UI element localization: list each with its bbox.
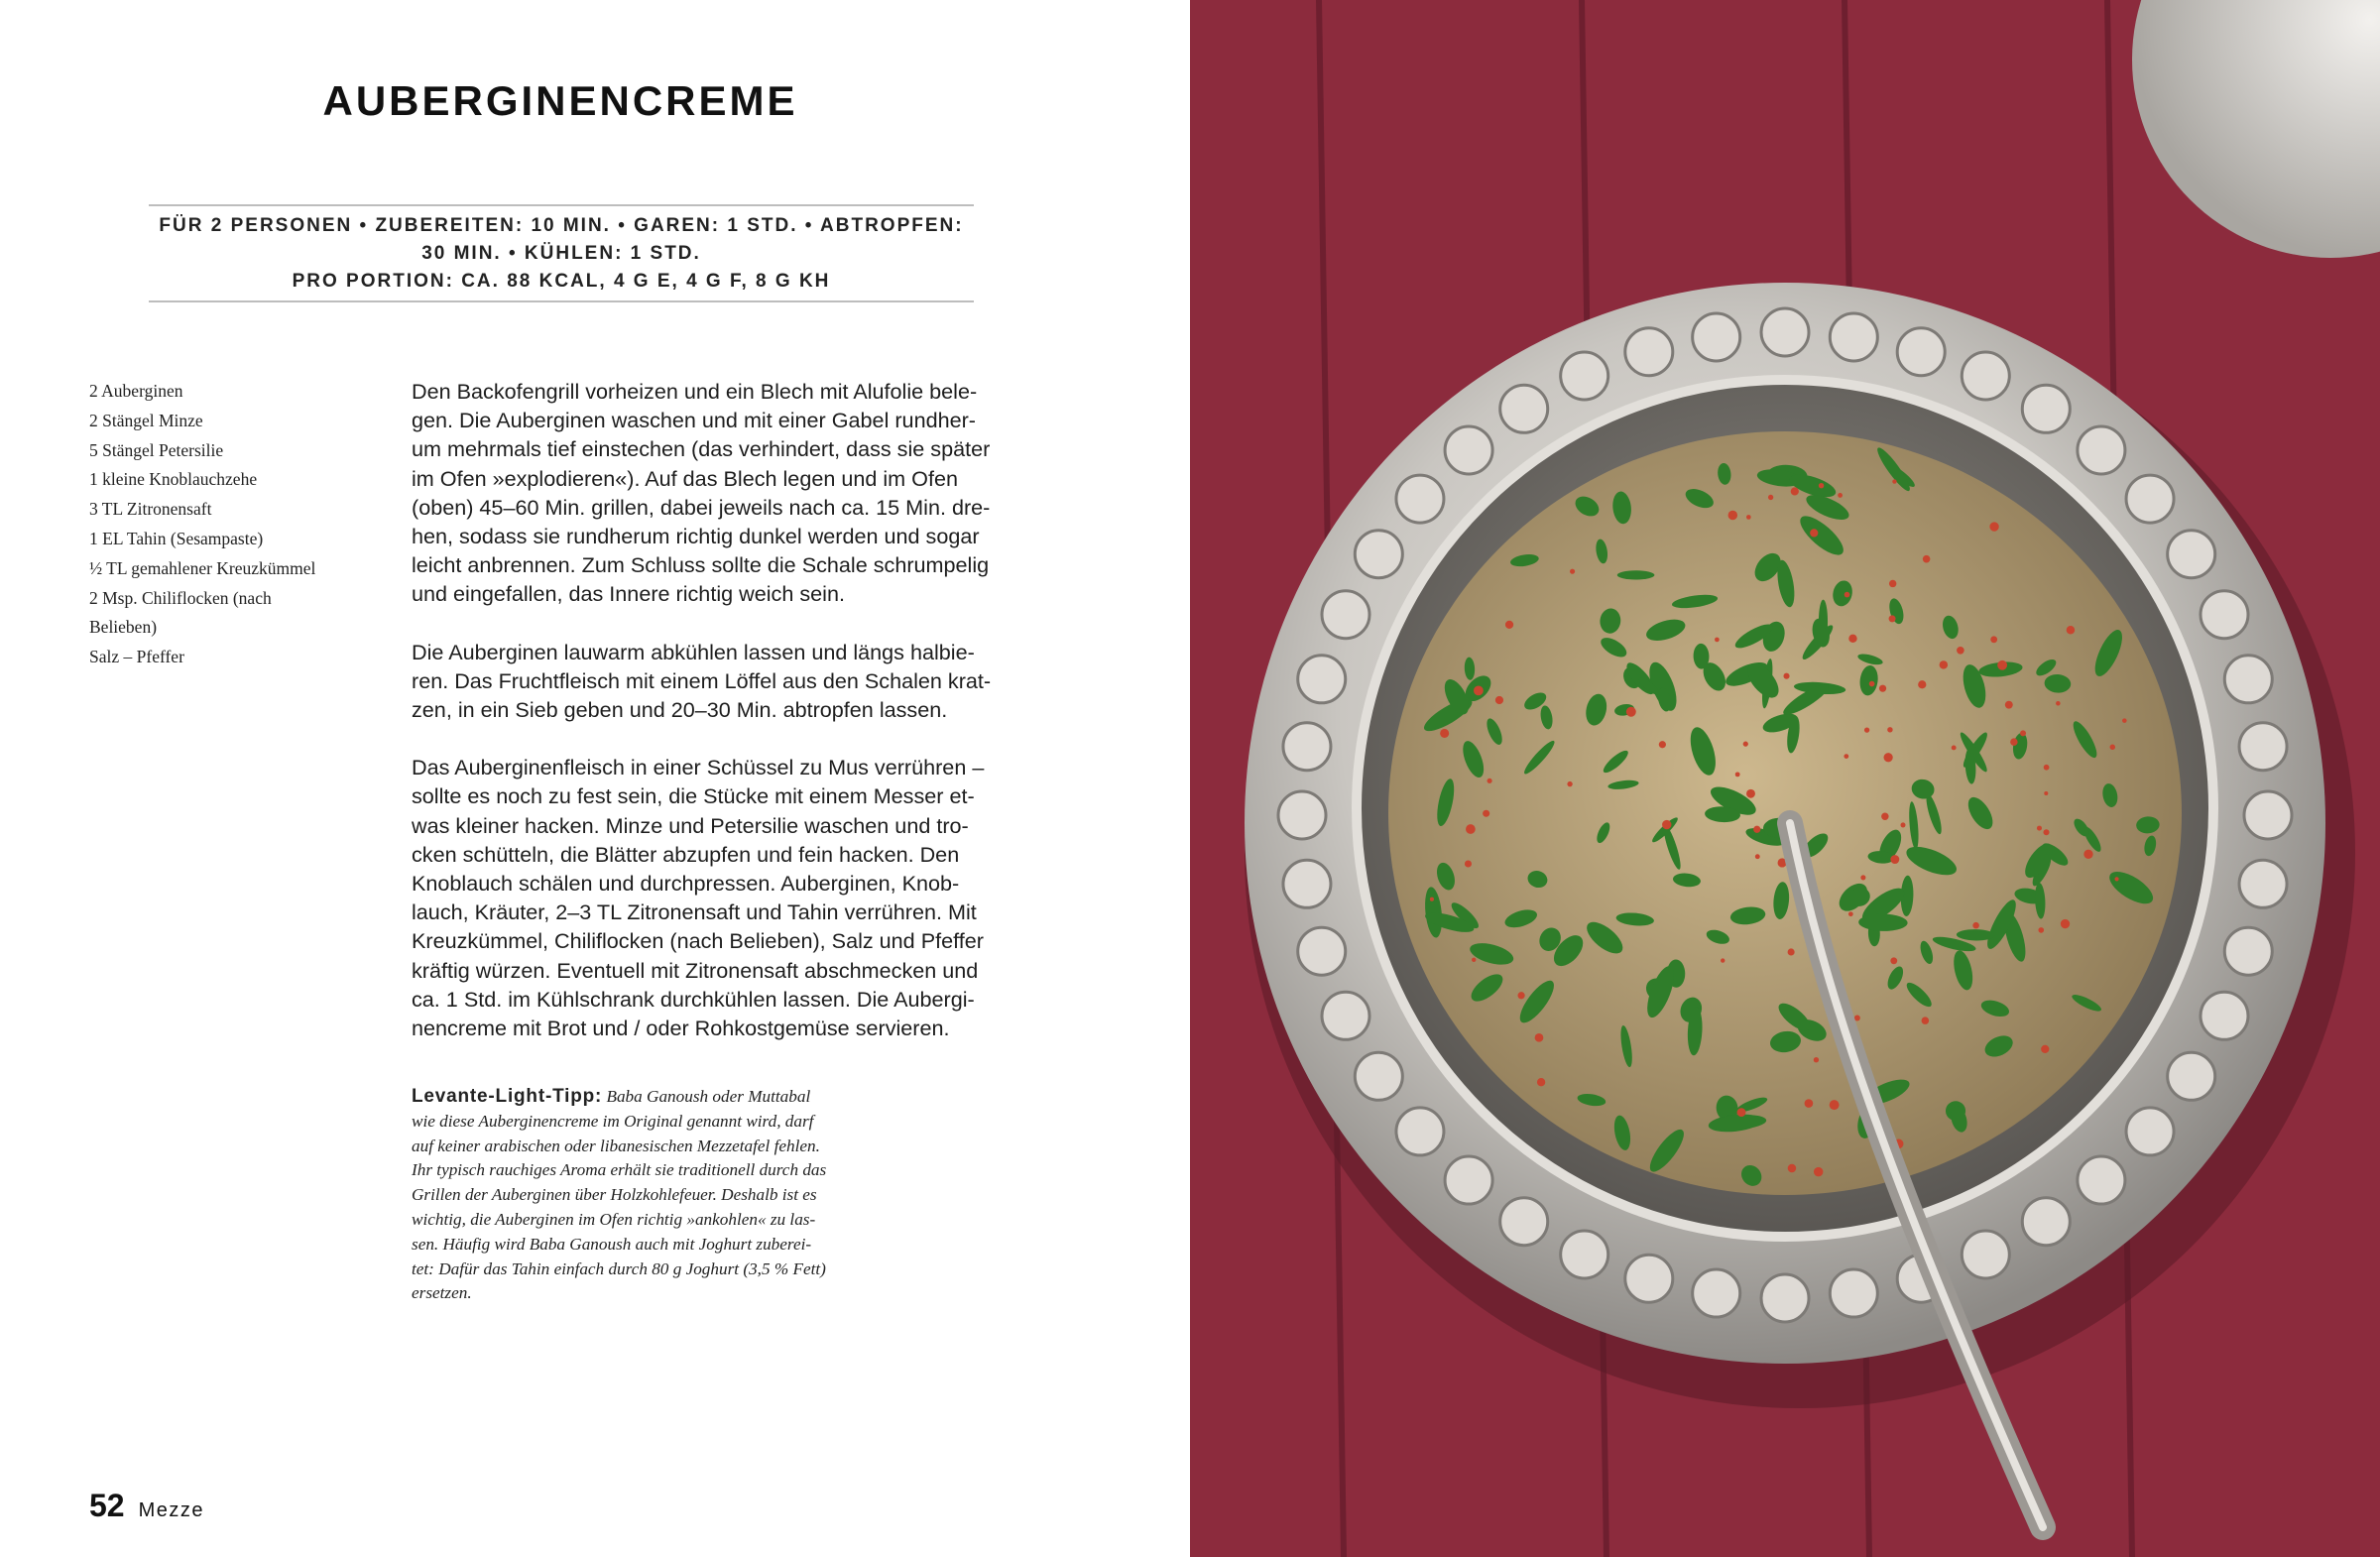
chili-flake	[1892, 479, 1896, 483]
chili-flake	[1844, 754, 1848, 759]
ingredient-item: ½ TL gemahlener Kreuzkümmel	[89, 557, 316, 578]
recipe-title: AUBERGINENCREME	[322, 77, 798, 124]
chili-flake	[1721, 958, 1725, 962]
tip-line: Ihr typisch rauchiges Aroma erhält sie traditionell durch das	[412, 1160, 827, 1180]
chili-flake	[1869, 681, 1875, 687]
bowl-bead	[1561, 1231, 1608, 1278]
ingredient-item: 1 EL Tahin (Sesampaste)	[89, 528, 264, 548]
chili-flake	[1890, 855, 1899, 864]
chili-flake	[1972, 922, 1979, 929]
bowl-bead	[2126, 475, 2174, 523]
bowl-bead	[1355, 531, 1402, 578]
section-name: Mezze	[138, 1499, 204, 1521]
bowl-bead	[1897, 328, 1945, 376]
chili-flake	[1570, 569, 1575, 574]
text-line: lauch, Kräuter, 2–3 TL Zitronensaft und Tahin verrühren. Mit	[412, 899, 977, 925]
chili-flake	[1940, 660, 1948, 668]
tip-line: Grillen der Auberginen über Holzkohlefeuer. Deshalb ist es	[412, 1185, 817, 1205]
chili-flake	[1889, 580, 1896, 587]
chili-flake	[2005, 701, 2013, 709]
chili-flake	[1483, 810, 1489, 817]
text-line: um mehrmals tief einstechen (das verhindert, dass sie später	[412, 436, 991, 462]
chili-flake	[1788, 948, 1795, 955]
bowl-bead	[2239, 860, 2287, 907]
bowl-bead	[1830, 313, 1877, 361]
bowl-bead	[2078, 426, 2125, 474]
chili-flake	[1465, 860, 1472, 867]
chili-flake	[1830, 1100, 1840, 1110]
text-line: Den Backofengrill vorheizen und ein Blech mit Alufolie bele-	[412, 379, 978, 404]
text-line: und eingefallen, das Innere richtig weich sein.	[412, 581, 845, 607]
chili-flake	[1952, 745, 1957, 750]
chili-flake	[1997, 660, 2007, 670]
chili-flake	[1844, 592, 1850, 598]
chili-flake	[1990, 636, 1997, 643]
meta-line-times: FÜR 2 PERSONEN • ZUBEREITEN: 10 MIN. • GAREN: 1 STD. • ABTROPFEN:	[159, 215, 964, 236]
chili-flake	[1488, 778, 1492, 783]
chili-flake	[2110, 745, 2115, 750]
tip-line: tet: Dafür das Tahin einfach durch 80 g Joghurt (3,5 % Fett)	[412, 1258, 826, 1278]
text-line: was kleiner hacken. Minze und Petersilie waschen und tro-	[412, 812, 969, 838]
chili-flake	[1887, 727, 1892, 732]
chili-flake	[2010, 738, 2017, 745]
bowl-bead	[2201, 992, 2248, 1039]
chili-flake	[2083, 850, 2092, 859]
text-line: Die Auberginen lauwarm abkühlen lassen und längs halbie-	[412, 639, 975, 664]
bowl-bead	[1693, 1269, 1740, 1317]
bowl-bead	[1445, 426, 1492, 474]
chili-flake	[1957, 647, 1964, 655]
method-paragraph-2	[412, 638, 1026, 725]
text-line: hen, sodass sie rundherum richtig dunkel werden und sogar	[412, 524, 980, 549]
text-line: zen, in ein Sieb geben und 20–30 Min. abtropfen lassen.	[412, 697, 948, 723]
chili-flake	[1753, 826, 1760, 833]
bowl-bead	[1283, 723, 1331, 771]
page-number: 52	[89, 1488, 125, 1523]
bowl-bead	[2239, 723, 2287, 771]
method-paragraph-3	[412, 753, 1026, 1042]
chili-flake	[1472, 958, 1476, 962]
chili-flake	[2020, 730, 2026, 736]
tip-line: wichtig, die Auberginen im Ofen richtig »ankohlen« zu las-	[412, 1209, 816, 1229]
meta-line-nutrition: PRO PORTION: CA. 88 KCAL, 4 G E, 4 G F, 8 G KH	[292, 271, 831, 292]
chili-flake	[2061, 919, 2070, 928]
chili-flake	[1838, 493, 1843, 498]
text-line: im Ofen »explodieren«). Auf das Blech legen und im Ofen	[412, 465, 958, 491]
bowl-bead	[1962, 1231, 2009, 1278]
chili-flake	[2122, 718, 2127, 723]
chili-flake	[1728, 511, 1737, 520]
chili-flake	[2044, 765, 2050, 771]
chili-flake	[1879, 685, 1886, 692]
chili-flake	[2044, 791, 2048, 795]
chili-flake	[1860, 875, 1865, 880]
chili-flake	[1989, 522, 1998, 531]
bowl-bead	[1500, 385, 1548, 432]
bowl-bead	[1283, 860, 1331, 907]
chili-flake	[1746, 515, 1751, 520]
chili-flake	[1884, 753, 1893, 762]
meta-line-times-cont: 30 MIN. • KÜHLEN: 1 STD.	[421, 243, 701, 264]
chili-flake	[1848, 911, 1853, 916]
bowl-bead	[1761, 1274, 1809, 1322]
tip-line: Baba Ganoush oder Muttabal	[602, 1087, 811, 1106]
chili-flake	[2037, 826, 2042, 831]
chili-flake	[1810, 529, 1818, 537]
ingredient-item: Belieben)	[89, 617, 158, 638]
bowl-bead	[1298, 656, 1346, 703]
bowl-bead	[1500, 1198, 1548, 1246]
chili-flake	[1743, 742, 1748, 747]
chili-flake	[1900, 822, 1905, 827]
chili-flake	[1505, 621, 1513, 629]
recipe-meta-box	[149, 204, 974, 302]
bowl-bead	[1355, 1052, 1402, 1100]
bowl-bead	[1396, 1108, 1444, 1155]
food-photo-illustration	[1190, 0, 2380, 1557]
chili-flake	[1848, 635, 1856, 643]
chili-flake	[1567, 781, 1572, 786]
tip-box	[412, 1085, 907, 1306]
tip-line: auf keiner arabischen oder libanesischen Mezzetafel fehlen.	[412, 1136, 820, 1155]
bowl-bead	[1561, 352, 1608, 400]
chili-flake	[1430, 898, 1434, 901]
chili-flake	[1768, 495, 1773, 500]
chili-flake	[1474, 685, 1484, 695]
bowl-bead	[1278, 791, 1326, 839]
text-line: nencreme mit Brot und / oder Rohkostgemüse servieren.	[412, 1016, 950, 1041]
bowl-bead	[1625, 1255, 1673, 1302]
chili-flake	[1918, 680, 1926, 688]
bowl-bead	[2224, 656, 2272, 703]
bowl-bead	[1830, 1269, 1877, 1317]
chili-flake	[1788, 1164, 1797, 1173]
text-line: ca. 1 Std. im Kühlschrank durchkühlen lassen. Die Aubergi-	[412, 986, 975, 1012]
bowl-bead	[2168, 1052, 2215, 1100]
chili-flake	[1715, 638, 1720, 643]
chili-flake	[1783, 673, 1789, 679]
ingredient-list	[89, 377, 357, 672]
chili-flake	[2041, 1045, 2049, 1053]
chili-flake	[1922, 1017, 1930, 1024]
chili-flake	[1814, 1057, 1819, 1062]
chili-flake	[1881, 812, 1888, 819]
chili-flake	[1819, 483, 1824, 488]
chili-flake	[1755, 854, 1760, 859]
text-line: Das Auberginenfleisch in einer Schüssel zu Mus verrühren –	[412, 755, 985, 780]
chili-flake	[1626, 707, 1636, 717]
chili-flake	[1737, 1108, 1746, 1117]
ingredient-item: 2 Msp. Chiliflocken (nach	[89, 587, 272, 608]
chili-flake	[1495, 696, 1503, 704]
chili-flake	[1535, 1033, 1544, 1042]
ingredient-item: 5 Stängel Petersilie	[89, 439, 224, 460]
chili-flake	[1537, 1078, 1545, 1086]
bowl-bead	[1625, 328, 1673, 376]
method-text	[412, 377, 1026, 1071]
herb-leaf	[1617, 570, 1655, 579]
chili-flake	[1746, 789, 1755, 798]
chili-flake	[2043, 829, 2049, 835]
bowl-bead	[1322, 992, 1369, 1039]
ingredient-item: Salz – Pfeffer	[89, 647, 184, 667]
bowl-bead	[2022, 385, 2070, 432]
bowl-bead	[2126, 1108, 2174, 1155]
bowl-bead	[2201, 591, 2248, 639]
ingredient-item: 3 TL Zitronensaft	[89, 499, 212, 520]
chili-flake	[1662, 820, 1671, 829]
text-line: Kreuzkümmel, Chiliflocken (nach Belieben), Salz und Pfeffer	[412, 928, 984, 954]
text-line: sollte es noch zu fest sein, die Stücke mit einem Messer et-	[412, 783, 975, 809]
chili-flake	[1466, 824, 1476, 834]
chili-flake	[2114, 877, 2118, 881]
bowl-bead	[1962, 352, 2009, 400]
chili-flake	[1517, 992, 1524, 999]
ingredient-item: 2 Auberginen	[89, 381, 183, 401]
chili-flake	[1659, 741, 1666, 748]
chili-flake	[1735, 772, 1740, 777]
bowl-bead	[1761, 308, 1809, 356]
chili-flake	[1889, 615, 1896, 622]
bowl-bead	[2244, 791, 2292, 839]
text-line: Knoblauch schälen und durchpressen. Auberginen, Knob-	[412, 871, 960, 897]
text-line: (oben) 45–60 Min. grillen, dabei jeweils nach ca. 15 Min. dre-	[412, 494, 991, 520]
text-line: leicht anbrennen. Zum Schluss sollte die Schale schrumpelig	[412, 552, 990, 578]
text-line: ren. Das Fruchtfleisch mit einem Löffel aus den Schalen krat-	[412, 667, 992, 693]
ingredient-item: 2 Stängel Minze	[89, 410, 203, 430]
chili-flake	[2038, 927, 2044, 933]
bowl-bead	[1445, 1156, 1492, 1204]
bowl-bead	[1693, 313, 1740, 361]
bowl-bead	[2022, 1198, 2070, 1246]
tip-line: ersetzen.	[412, 1283, 472, 1303]
tip-line: sen. Häufig wird Baba Ganoush auch mit Joghurt zuberei-	[412, 1234, 812, 1254]
chili-flake	[1440, 729, 1449, 738]
bowl-bead	[2168, 531, 2215, 578]
method-paragraph-1	[412, 377, 1026, 609]
chili-flake	[1864, 727, 1869, 732]
bowl-bead	[1396, 475, 1444, 523]
bowl-bead	[2078, 1156, 2125, 1204]
ingredient-item: 1 kleine Knoblauchzehe	[89, 469, 258, 490]
bowl-bead	[1322, 591, 1369, 639]
bowl-bead	[1298, 927, 1346, 975]
chili-flake	[1814, 1167, 1823, 1176]
page-footer	[89, 1488, 204, 1524]
bowl-bead	[2224, 927, 2272, 975]
tip-line: wie diese Auberginencreme im Original genannt wird, darf	[412, 1111, 814, 1131]
chili-flake	[2067, 626, 2076, 635]
tip-label: Levante-Light-Tipp:	[412, 1086, 603, 1107]
chili-flake	[2056, 701, 2061, 706]
chili-flake	[1805, 1099, 1814, 1108]
text-line: gen. Die Auberginen waschen und mit einer Gabel rundher-	[412, 408, 976, 433]
chili-flake	[1923, 555, 1931, 563]
text-line: kräftig würzen. Eventuell mit Zitronensaft abschmecken und	[412, 957, 979, 983]
text-line: cken schütteln, die Blätter abzupfen und fein hacken. Den	[412, 841, 960, 867]
chili-flake	[1890, 957, 1897, 964]
food-photo	[1190, 0, 2380, 1557]
chili-flake	[1791, 487, 1799, 495]
